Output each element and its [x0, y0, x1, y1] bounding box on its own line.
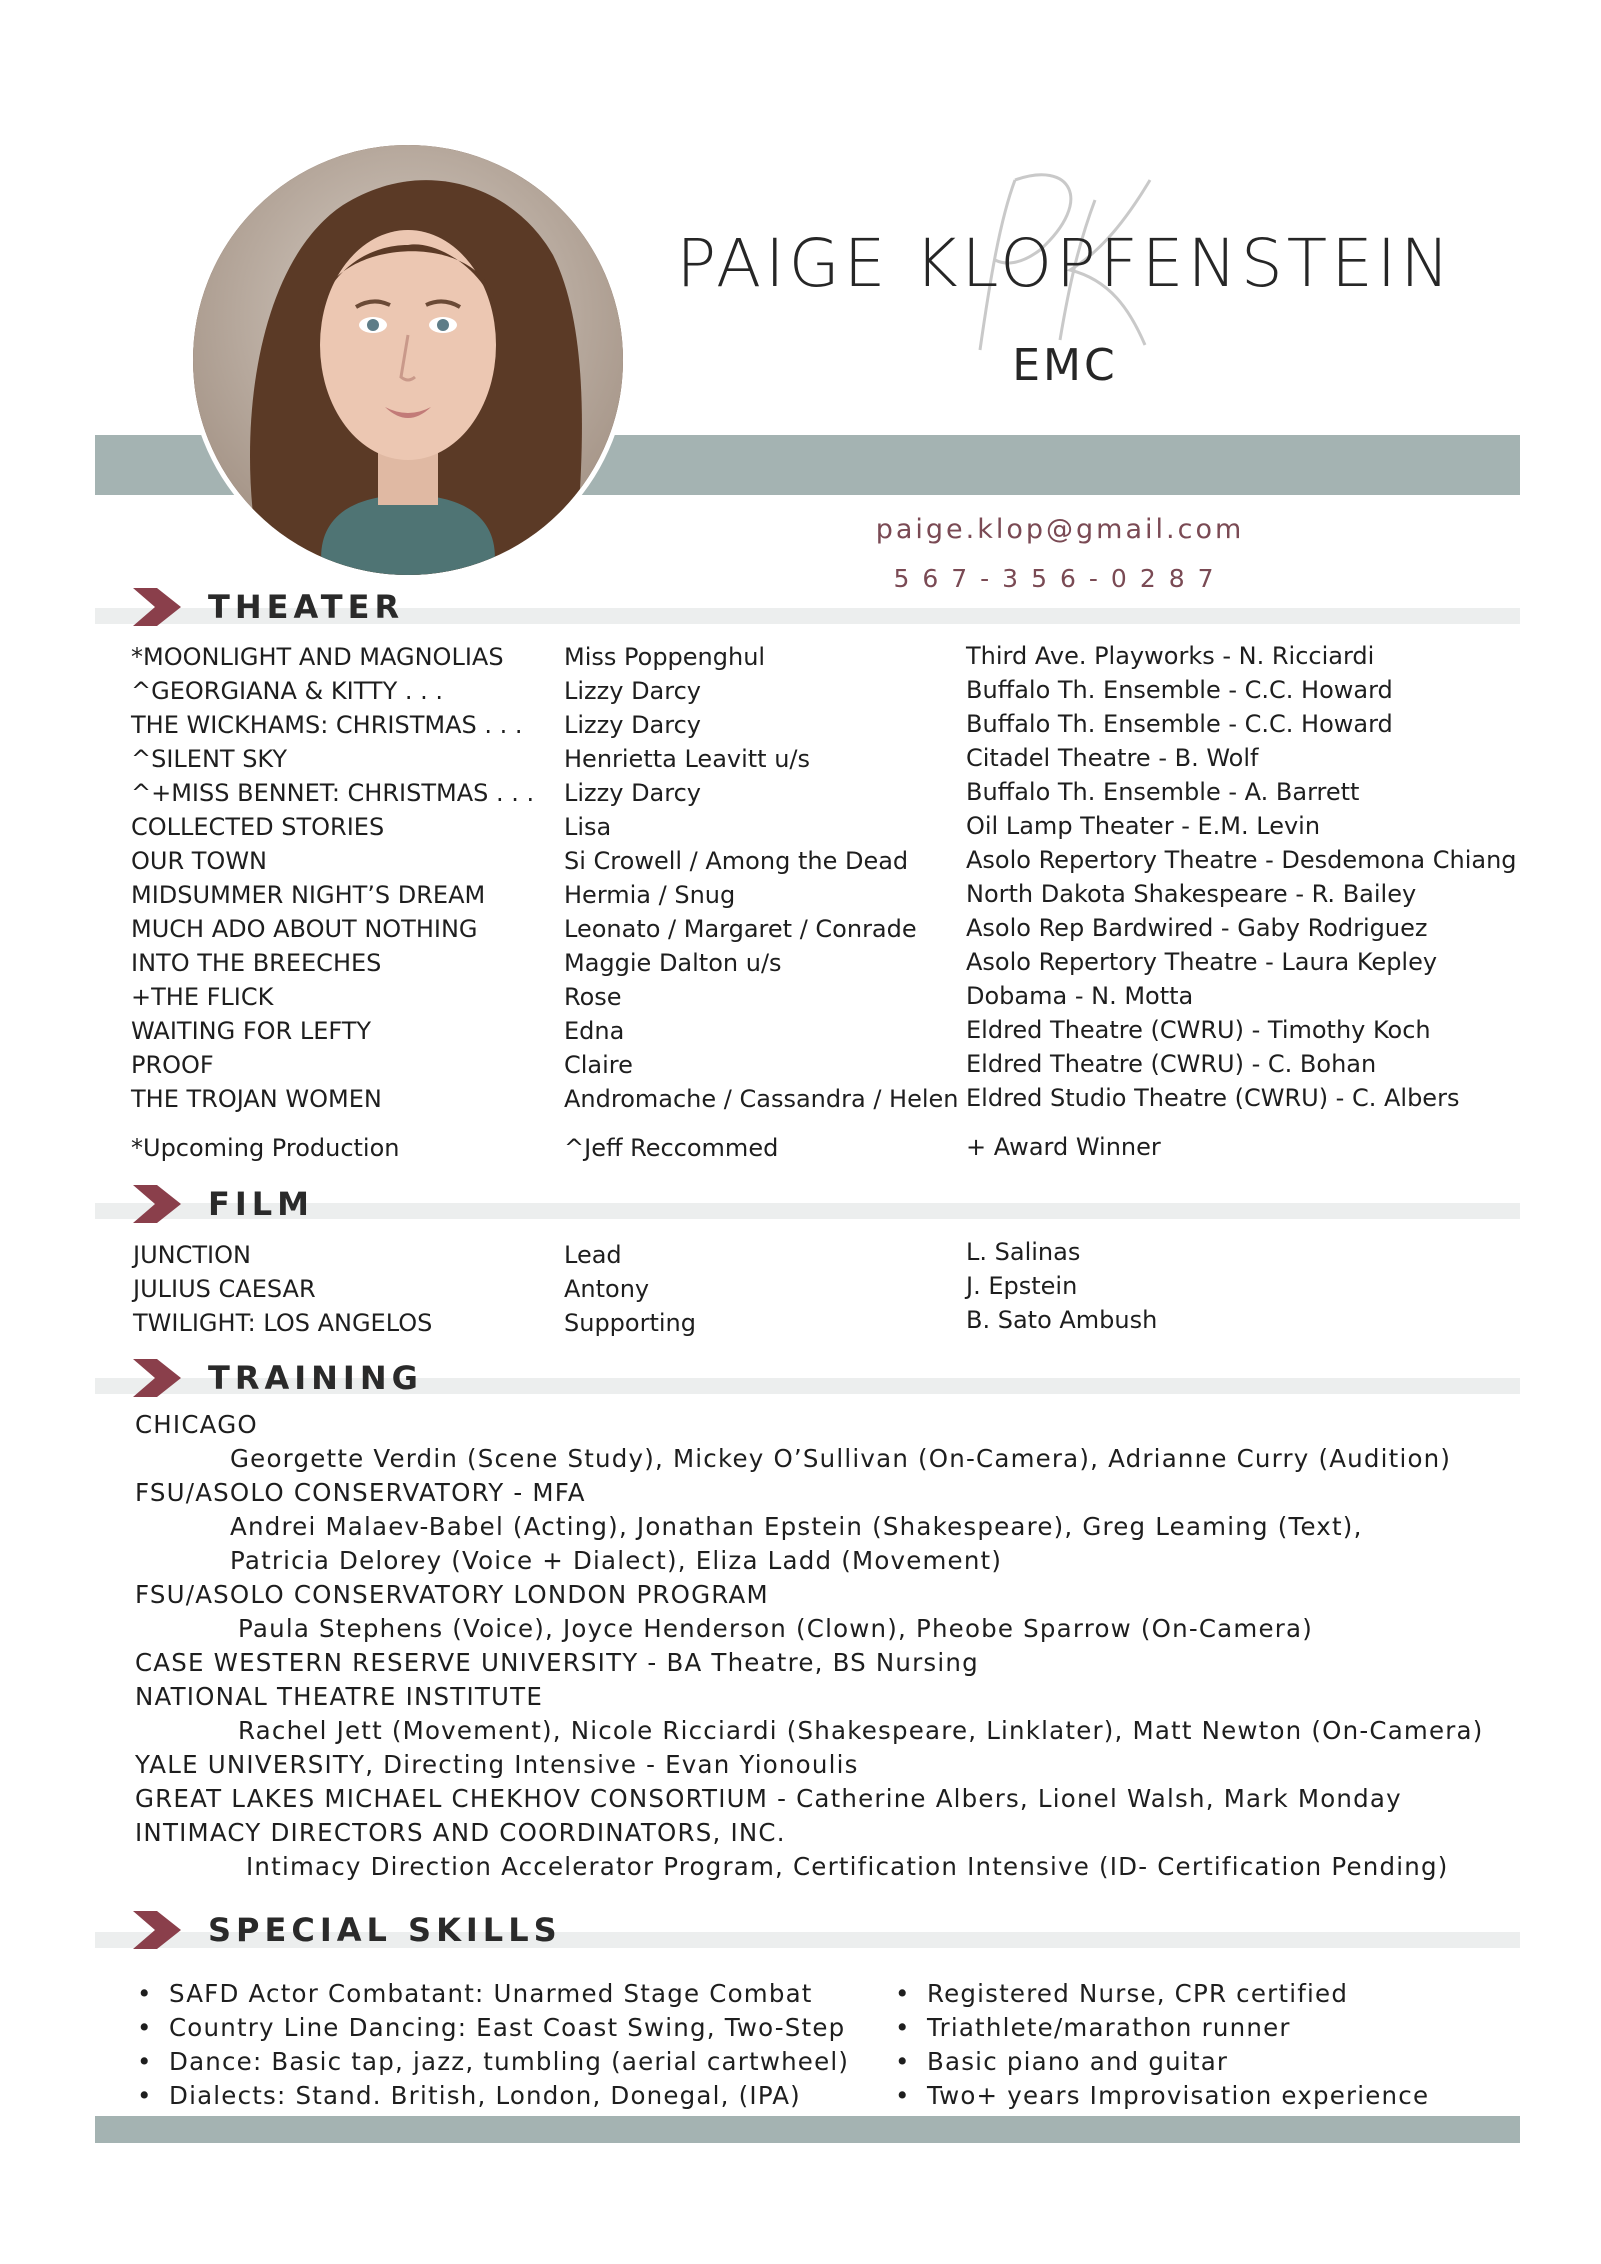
- union-credential: EMC: [1012, 340, 1118, 391]
- film-director: J. Epstein: [966, 1272, 1078, 1300]
- skill-item: • Dance: Basic tap, jazz, tumbling (aerial cartwheel): [135, 2045, 849, 2079]
- theater-venue: Buffalo Th. Ensemble - A. Barrett: [966, 778, 1360, 806]
- theater-show: +THE FLICK: [131, 983, 274, 1011]
- theater-show: *MOONLIGHT AND MAGNOLIAS: [131, 643, 504, 671]
- film-role: Supporting: [564, 1309, 696, 1337]
- film-director: B. Sato Ambush: [966, 1306, 1158, 1334]
- theater-venue: North Dakota Shakespeare - R. Bailey: [966, 880, 1417, 908]
- chevron-right-icon: [133, 1185, 181, 1223]
- training-school: GREAT LAKES MICHAEL CHEKHOV CONSORTIUM - Catherine Albers, Lionel Walsh, Mark Monday: [135, 1784, 1402, 1813]
- chevron-right-icon: [133, 1359, 181, 1397]
- skills-section-title: SPECIAL SKILLS: [208, 1911, 562, 1949]
- theater-role: Lizzy Darcy: [564, 711, 701, 739]
- theater-venue: Eldred Theatre (CWRU) - Timothy Koch: [966, 1016, 1431, 1044]
- film-role: Antony: [564, 1275, 650, 1303]
- skills-left-list: [135, 1977, 849, 2113]
- training-teachers: Intimacy Direction Accelerator Program, Certification Intensive (ID- Certification Pending): [246, 1852, 1449, 1881]
- theater-show: MIDSUMMER NIGHT’S DREAM: [131, 881, 486, 909]
- upcoming-note: *Upcoming Production: [131, 1134, 400, 1162]
- theater-venue: Eldred Theatre (CWRU) - C. Bohan: [966, 1050, 1377, 1078]
- theater-show: COLLECTED STORIES: [131, 813, 385, 841]
- theater-venue: Buffalo Th. Ensemble - C.C. Howard: [966, 710, 1393, 738]
- headshot-photo: [188, 140, 628, 580]
- chevron-right-icon: [133, 588, 181, 626]
- actor-name: PAIGE KLOPFENSTEIN: [676, 225, 1454, 302]
- training-school: NATIONAL THEATRE INSTITUTE: [135, 1682, 544, 1711]
- training-school: YALE UNIVERSITY, Directing Intensive - Evan Yionoulis: [135, 1750, 859, 1779]
- training-school: CASE WESTERN RESERVE UNIVERSITY - BA Theatre, BS Nursing: [135, 1648, 979, 1677]
- training-teachers: Georgette Verdin (Scene Study), Mickey O’Sullivan (On-Camera), Adrianne Curry (Audition): [230, 1444, 1452, 1473]
- theater-show: THE WICKHAMS: CHRISTMAS . . .: [131, 711, 523, 739]
- skill-item: • Dialects: Stand. British, London, Donegal, (IPA): [135, 2079, 849, 2113]
- training-school: FSU/ASOLO CONSERVATORY - MFA: [135, 1478, 586, 1507]
- training-teachers: Paula Stephens (Voice), Joyce Henderson (Clown), Pheobe Sparrow (On-Camera): [238, 1614, 1313, 1643]
- film-titles-column: [133, 1238, 432, 1340]
- skill-item: • Registered Nurse, CPR certified: [893, 1977, 1429, 2011]
- theater-venue: Citadel Theatre - B. Wolf: [966, 744, 1259, 772]
- training-school: FSU/ASOLO CONSERVATORY LONDON PROGRAM: [135, 1580, 769, 1609]
- training-teachers: Andrei Malaev-Babel (Acting), Jonathan Epstein (Shakespeare), Greg Leaming (Text),: [230, 1512, 1363, 1541]
- skills-right-list: [893, 1977, 1429, 2113]
- theater-show: INTO THE BREECHES: [131, 949, 382, 977]
- theater-role: Hermia / Snug: [564, 881, 736, 909]
- theater-show: ^+MISS BENNET: CHRISTMAS . . .: [131, 779, 535, 807]
- skill-item: • Country Line Dancing: East Coast Swing, Two-Step: [135, 2011, 849, 2045]
- theater-section-title: THEATER: [208, 588, 405, 626]
- theater-venues-column: [966, 639, 1517, 1115]
- training-teachers: Rachel Jett (Movement), Nicole Ricciardi (Shakespeare, Linklater), Matt Newton (On-Camera): [238, 1716, 1484, 1745]
- training-list: [135, 1408, 1484, 1884]
- skill-item: • Basic piano and guitar: [893, 2045, 1429, 2079]
- theater-role: Rose: [564, 983, 622, 1011]
- theater-venue: Asolo Repertory Theatre - Desdemona Chiang: [966, 846, 1517, 874]
- training-school: CHICAGO: [135, 1410, 258, 1439]
- theater-show: ^SILENT SKY: [131, 745, 287, 773]
- film-title: JULIUS CAESAR: [133, 1275, 316, 1303]
- phone-number[interactable]: 567-356-0287: [893, 564, 1227, 593]
- theater-role: Maggie Dalton u/s: [564, 949, 782, 977]
- theater-role: Si Crowell / Among the Dead: [564, 847, 909, 875]
- film-section-title: FILM: [208, 1185, 314, 1223]
- theater-venue: Dobama - N. Motta: [966, 982, 1194, 1010]
- theater-role: Lizzy Darcy: [564, 779, 701, 807]
- theater-role: Henrietta Leavitt u/s: [564, 745, 811, 773]
- theater-shows-column: [131, 640, 534, 1116]
- film-roles-column: [564, 1238, 696, 1340]
- theater-show: THE TROJAN WOMEN: [131, 1085, 382, 1113]
- film-director: L. Salinas: [966, 1238, 1081, 1266]
- award-note: + Award Winner: [966, 1133, 1161, 1161]
- film-title: JUNCTION: [133, 1241, 251, 1269]
- theater-role: Claire: [564, 1051, 633, 1079]
- theater-role: Miss Poppenghul: [564, 643, 766, 671]
- headshot-image: [193, 145, 623, 575]
- theater-show: ^GEORGIANA & KITTY . . .: [131, 677, 444, 705]
- theater-show: MUCH ADO ABOUT NOTHING: [131, 915, 478, 943]
- theater-venue: Third Ave. Playworks - N. Ricciardi: [966, 642, 1375, 670]
- training-teachers: Patricia Delorey (Voice + Dialect), Eliza Ladd (Movement): [230, 1546, 1003, 1575]
- film-role: Lead: [564, 1241, 622, 1269]
- theater-role: Edna: [564, 1017, 625, 1045]
- theater-venue: Buffalo Th. Ensemble - C.C. Howard: [966, 676, 1393, 704]
- theater-role: Leonato / Margaret / Conrade: [564, 915, 917, 943]
- theater-venue: Asolo Repertory Theatre - Laura Kepley: [966, 948, 1438, 976]
- theater-role: Andromache / Cassandra / Helen: [564, 1085, 959, 1113]
- theater-roles-column: [564, 640, 959, 1116]
- film-title: TWILIGHT: LOS ANGELOS: [133, 1309, 433, 1337]
- theater-role: Lizzy Darcy: [564, 677, 701, 705]
- theater-venue: Eldred Studio Theatre (CWRU) - C. Albers: [966, 1084, 1460, 1112]
- chevron-right-icon: [133, 1911, 181, 1949]
- skill-item: • Triathlete/marathon runner: [893, 2011, 1429, 2045]
- theater-venue: Asolo Rep Bardwired - Gaby Rodriguez: [966, 914, 1428, 942]
- skill-item: • SAFD Actor Combatant: Unarmed Stage Combat: [135, 1977, 849, 2011]
- jeff-note: ^Jeff Reccommed: [564, 1134, 779, 1162]
- training-section-title: TRAINING: [208, 1359, 423, 1397]
- footer-band: [95, 2116, 1520, 2143]
- theater-show: PROOF: [131, 1051, 214, 1079]
- email-address[interactable]: paige.klop@gmail.com: [875, 514, 1245, 545]
- theater-show: WAITING FOR LEFTY: [131, 1017, 372, 1045]
- training-school: INTIMACY DIRECTORS AND COORDINATORS, INC.: [135, 1818, 786, 1847]
- theater-show: OUR TOWN: [131, 847, 267, 875]
- skill-item: • Two+ years Improvisation experience: [893, 2079, 1429, 2113]
- film-directors-column: [966, 1235, 1157, 1337]
- theater-role: Lisa: [564, 813, 612, 841]
- theater-venue: Oil Lamp Theater - E.M. Levin: [966, 812, 1321, 840]
